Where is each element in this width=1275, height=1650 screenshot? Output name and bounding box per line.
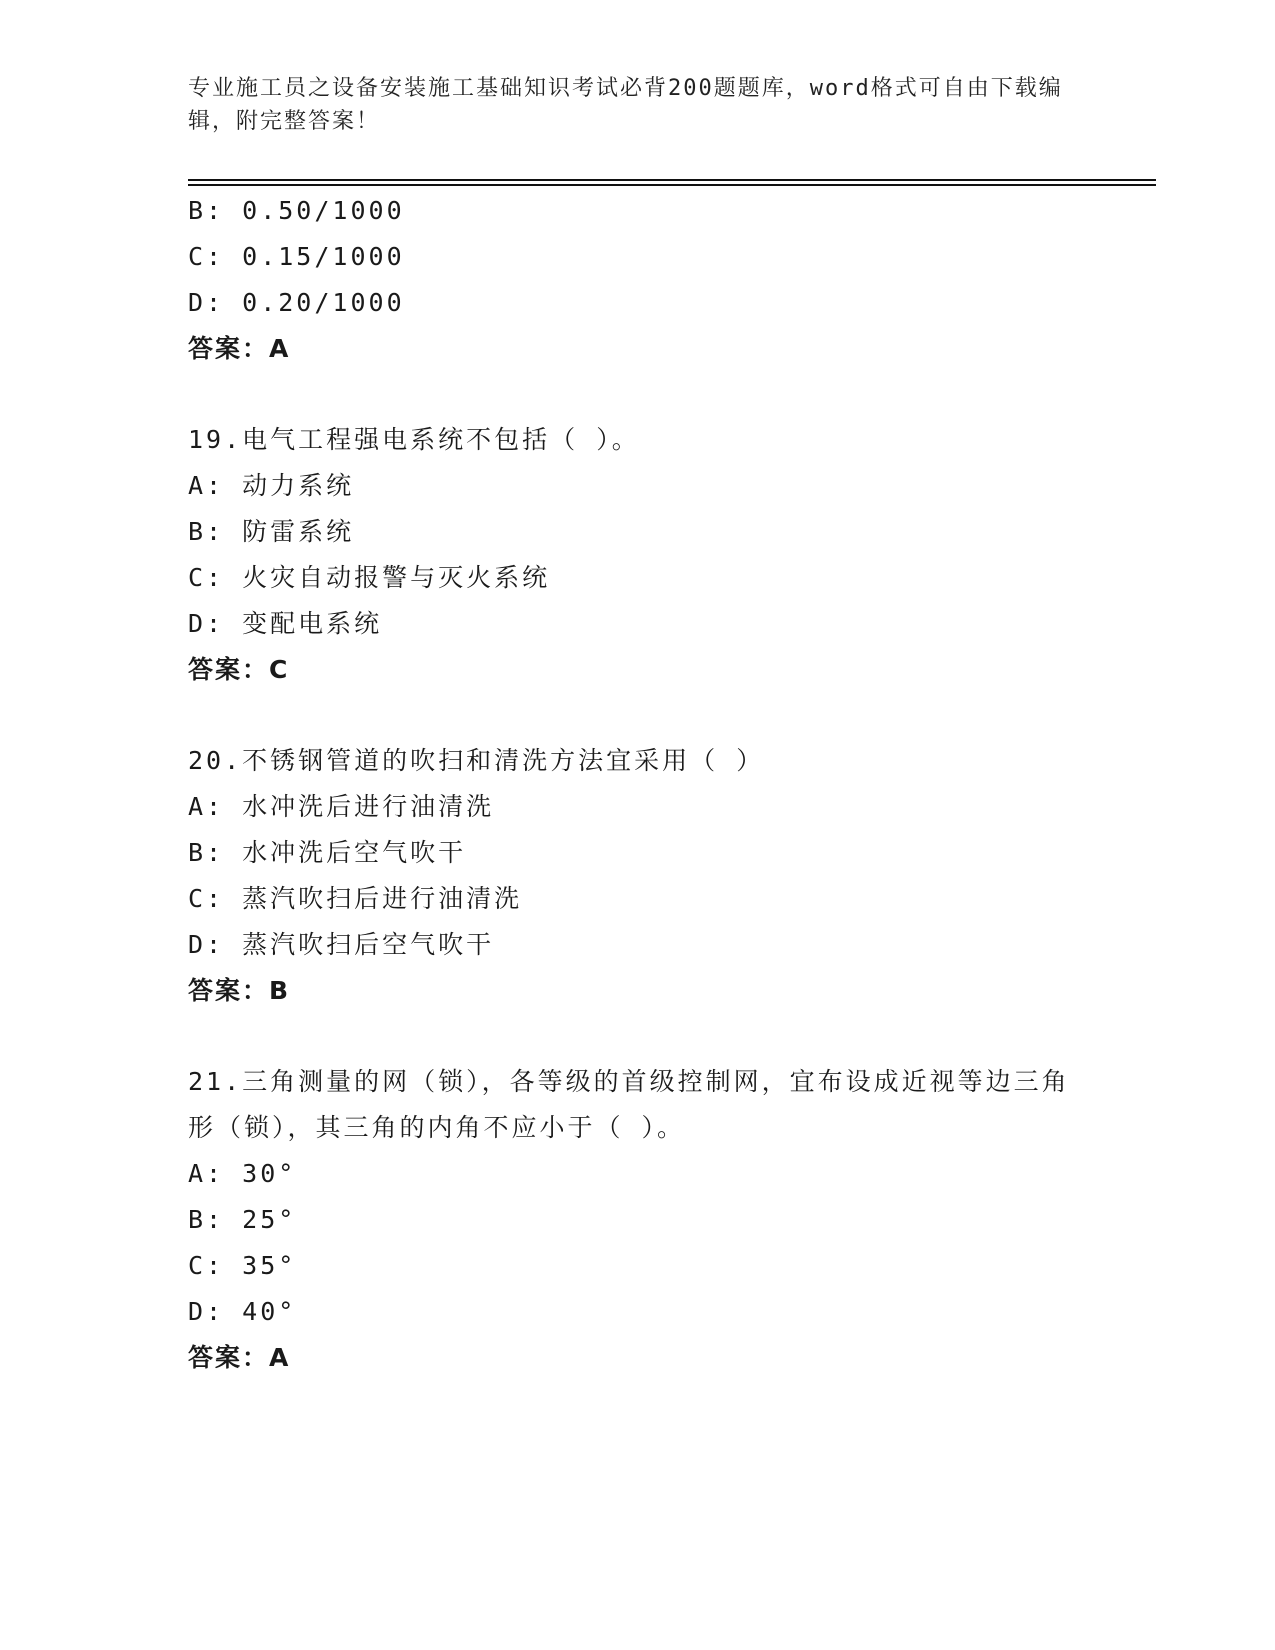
question-20 <box>188 738 1088 1014</box>
option-a: A: 水冲洗后进行油清洗 <box>188 792 495 821</box>
option-b: B: 25° <box>188 1205 297 1234</box>
option-d: D: 变配电系统 <box>188 609 383 638</box>
option-c: C: 蒸汽吹扫后进行油清洗 <box>188 884 523 913</box>
option-b: B: 水冲洗后空气吹干 <box>188 838 467 867</box>
question-18 <box>188 188 1088 372</box>
option-b: B: 防雷系统 <box>188 517 355 546</box>
option-c: C: 0.15/1000 <box>188 242 405 271</box>
header-divider-top <box>188 179 1156 181</box>
question-stem: 21.三角测量的网（锁），各等级的首级控制网，宜布设成近视等边三角形（锁），其三角的内角不应小于（ ）。 <box>188 1067 1070 1142</box>
question-stem: 20.不锈钢管道的吹扫和清洗方法宜采用（ ） <box>188 746 765 775</box>
answer-label: 答案：B <box>188 976 291 1005</box>
answer-label: 答案：A <box>188 1343 291 1372</box>
option-d: D: 蒸汽吹扫后空气吹干 <box>188 930 495 959</box>
answer-label: 答案：A <box>188 334 291 363</box>
option-c: C: 35° <box>188 1251 297 1280</box>
header-divider-bottom <box>188 184 1156 186</box>
option-b: B: 0.50/1000 <box>188 196 405 225</box>
document-header: 专业施工员之设备安装施工基础知识考试必背200题题库，word格式可自由下载编辑，附完整答案！ <box>188 76 1063 134</box>
question-stem: 19.电气工程强电系统不包括（ ）。 <box>188 425 640 454</box>
option-d: D: 0.20/1000 <box>188 288 405 317</box>
question-list <box>188 188 1088 1381</box>
question-19 <box>188 417 1088 693</box>
option-a: A: 30° <box>188 1159 297 1188</box>
answer-label: 答案：C <box>188 655 290 684</box>
option-a: A: 动力系统 <box>188 471 355 500</box>
option-c: C: 火灾自动报警与灭火系统 <box>188 563 551 592</box>
question-21 <box>188 1059 1088 1381</box>
option-d: D: 40° <box>188 1297 297 1326</box>
